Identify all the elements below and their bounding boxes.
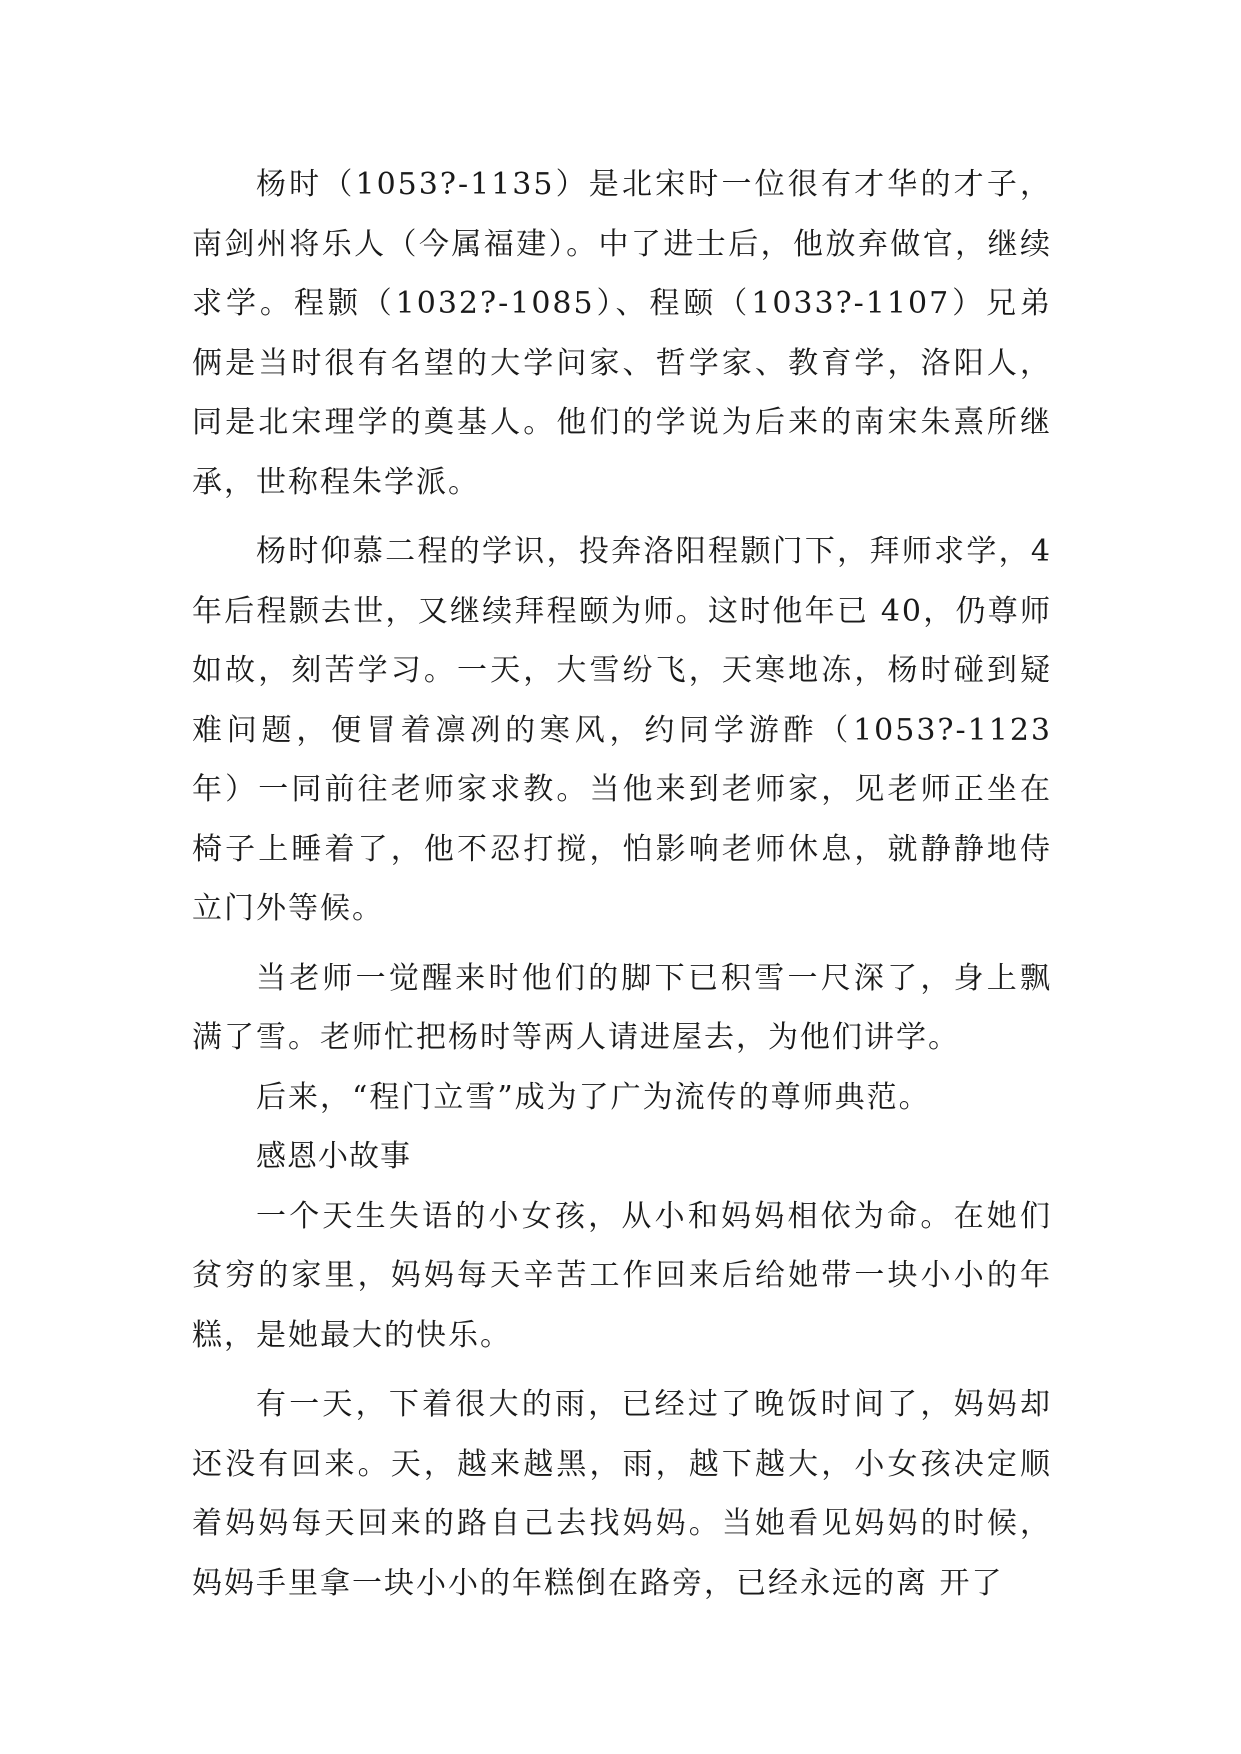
paragraph-snow: 当老师一觉醒来时他们的脚下已积雪一尺深了，身上飘满了雪。老师忙把杨时等两人请进屋去，为他们讲学。: [192, 960, 1052, 1055]
paragraph-girl-intro: 一个天生失语的小女孩，从小和妈妈相依为命。在她们贫穷的家里，妈妈每天辛苦工作回来后给她带一块小小的年糕，是她最大的快乐。: [192, 1198, 1052, 1353]
paragraph-yang-shi-intro: 杨时（1053?-1135）是北宋时一位很有才华的才子，南剑州将乐人（今属福建）。中了进士后，他放弃做官，继续求学。程颢（1032?-1085）、程颐（1033?-1107）兄弟俩是当时很有名望的大学问家、哲学家、教育学，洛阳人，同是北宋理学的奠基人。他们的学说为后来的南宋朱熹所继承，世称程朱学派。: [192, 167, 1052, 500]
paragraph-rainy-day: 有一天，下着很大的雨，已经过了晚饭时间了，妈妈却还没有回来。天，越来越黑，雨，越下越大，小女孩决定顺着妈妈每天回来的路自己去找妈妈。当她看见妈妈的时候，妈妈手里拿一块小小的年糕倒在路旁，已经永远的离 开了: [192, 1387, 1052, 1601]
section-heading: 感恩小故事: [256, 1139, 411, 1174]
paragraph-yang-shi-study: 杨时仰慕二程的学识，投奔洛阳程颢门下，拜师求学，4 年后程颢去世，又继续拜程颐为师。这时他年已 40，仍尊师如故，刻苦学习。一天，大雪纷飞，天寒地冻，杨时碰到疑难问题，便冒着凛冽的寒风，约同学游酢（1053?-1123 年）一同前往老师家求教。当他来到老师家，见老师正坐在椅子上睡着了，他不忍打搅，怕影响老师休息，就静静地侍立门外等候。: [192, 534, 1052, 926]
document-body: [192, 155, 1052, 1613]
paragraph-conclusion: 后来，“程门立雪”成为了广为流传的尊师典范。: [256, 1079, 931, 1115]
